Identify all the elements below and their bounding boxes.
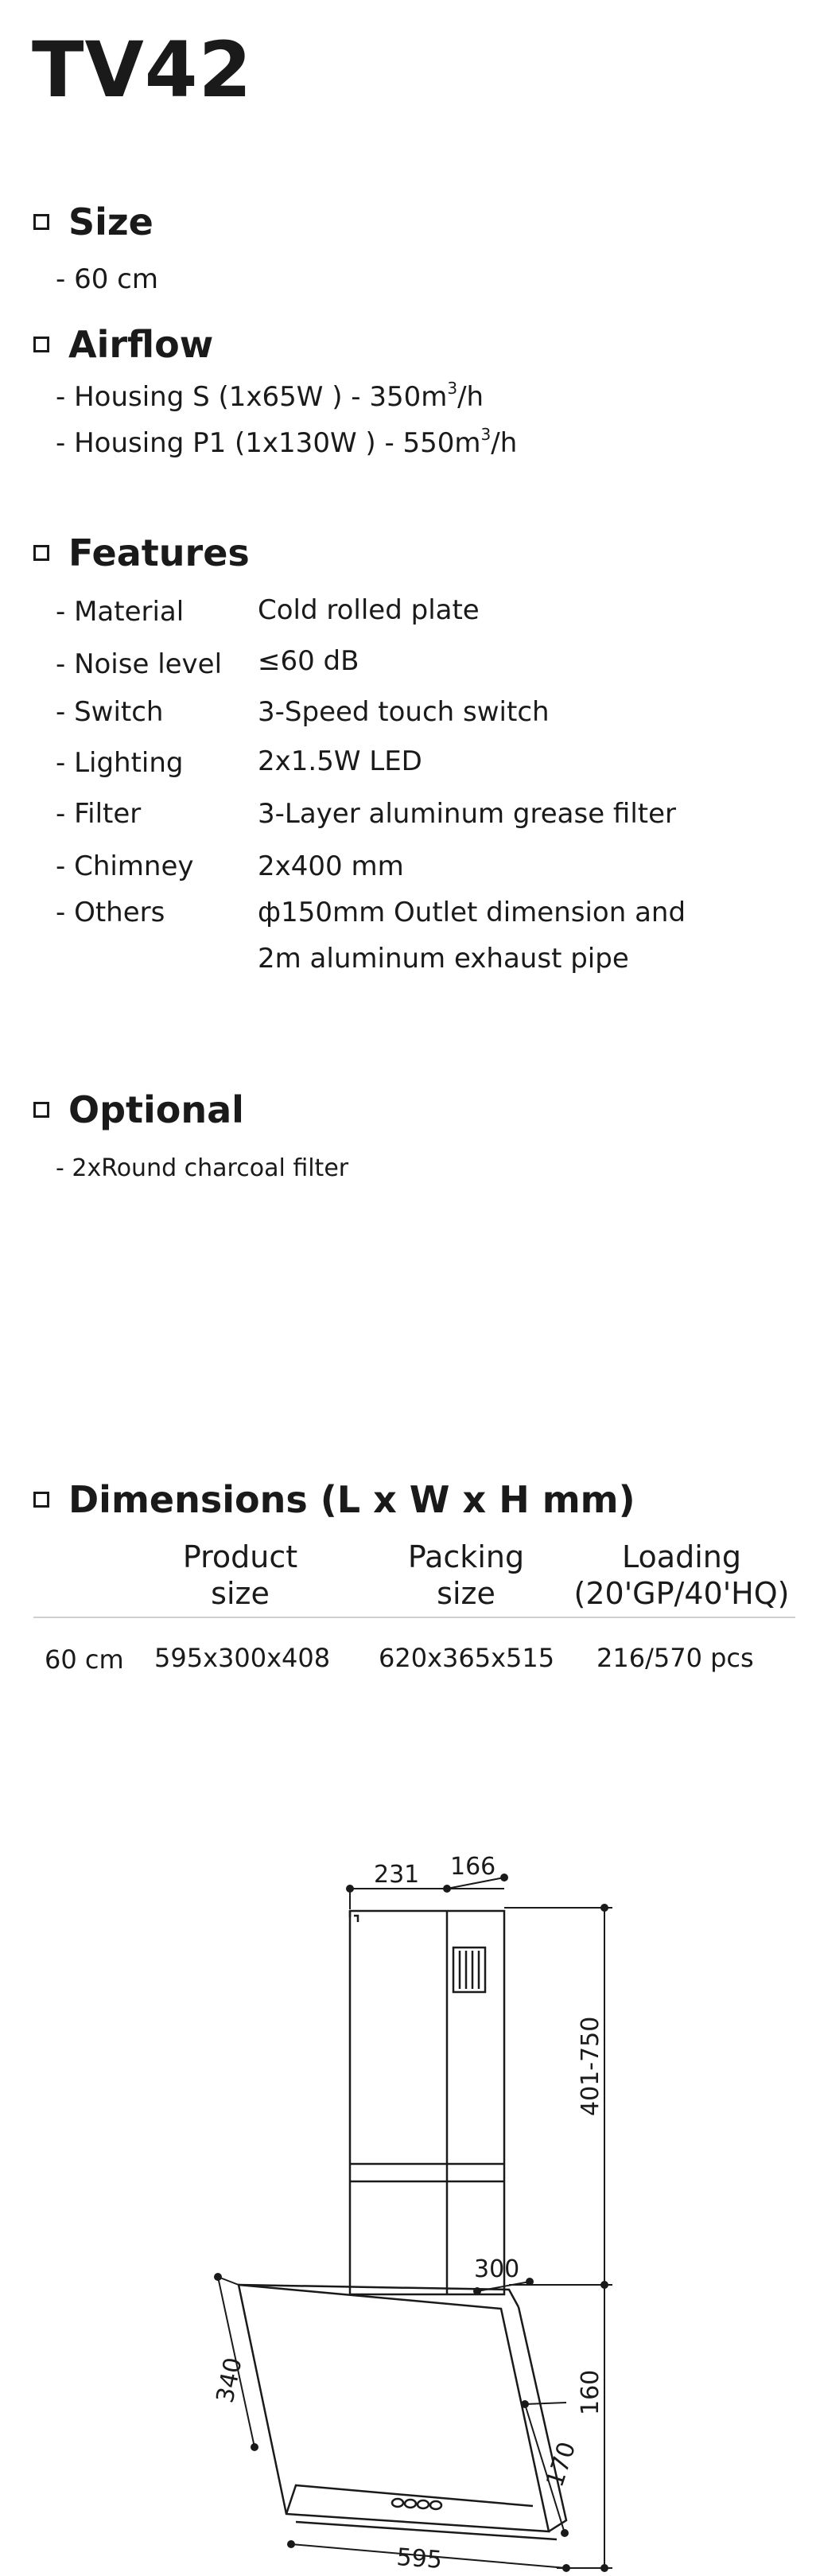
feature-label: - Switch bbox=[56, 696, 164, 728]
table-cell-size: 60 cm bbox=[45, 1644, 124, 1675]
table-header-packing bbox=[394, 1539, 538, 1612]
size-line: - 60 cm bbox=[56, 263, 158, 295]
superscript: 3 bbox=[447, 379, 458, 398]
chimney-outline bbox=[350, 1911, 504, 2294]
dim-label-hood-depth: 300 bbox=[474, 2255, 520, 2283]
header-line: Packing bbox=[407, 1539, 525, 1574]
airflow-text: - Housing S (1x65W ) - 350m bbox=[56, 381, 448, 413]
checkbox-square-icon bbox=[33, 545, 49, 561]
optional-line: - 2xRound charcoal filter bbox=[56, 1154, 349, 1182]
checkbox-square-icon bbox=[33, 1102, 49, 1118]
dim-label-chimney-height: 401-750 bbox=[577, 2016, 604, 2116]
section-features-header bbox=[33, 531, 250, 574]
table-header-loading bbox=[566, 1539, 797, 1612]
bracket-mark bbox=[350, 1911, 358, 1922]
dim-label-width: 595 bbox=[395, 2543, 444, 2574]
control-buttons-icon bbox=[392, 2499, 441, 2509]
dim-label-top-depth: 166 bbox=[450, 1854, 496, 1881]
section-title: Dimensions (L x W x H mm) bbox=[68, 1478, 635, 1521]
vent-grille-icon bbox=[453, 1948, 485, 1992]
section-title: Airflow bbox=[68, 323, 214, 366]
checkbox-square-icon bbox=[33, 214, 49, 230]
header-line: Loading bbox=[622, 1539, 741, 1574]
product-model-title: TV42 bbox=[32, 25, 253, 115]
header-line: Product bbox=[182, 1539, 298, 1574]
header-line: (20'GP/40'HQ) bbox=[573, 1576, 790, 1611]
feature-value: 2x1.5W LED bbox=[258, 745, 422, 777]
feature-label: - Material bbox=[56, 596, 185, 628]
airflow-line-1 bbox=[56, 379, 484, 413]
dim-label-panel-length: 340 bbox=[211, 2355, 248, 2406]
feature-label: - Filter bbox=[56, 798, 142, 830]
feature-label: - Chimney bbox=[56, 850, 194, 882]
header-line: size bbox=[211, 1576, 270, 1611]
dim-label-hood-height: 160 bbox=[577, 2369, 604, 2415]
feature-value: ф150mm Outlet dimension and bbox=[258, 897, 686, 928]
table-divider bbox=[33, 1617, 795, 1618]
checkbox-square-icon bbox=[33, 337, 49, 352]
airflow-unit: /h bbox=[457, 381, 484, 413]
section-title: Optional bbox=[68, 1088, 244, 1131]
feature-value: ≤60 dB bbox=[258, 645, 359, 677]
feature-label: - Noise level bbox=[56, 648, 223, 680]
hood-dimension-drawing bbox=[0, 1854, 816, 2576]
dim-label-lower-height: 170 bbox=[541, 2438, 582, 2491]
feature-value: 2x400 mm bbox=[258, 850, 404, 882]
feature-label: - Others bbox=[56, 897, 165, 928]
table-cell-packing: 620x365x515 bbox=[379, 1643, 555, 1673]
section-size-header bbox=[33, 200, 153, 243]
feature-value: 3-Layer aluminum grease filter bbox=[258, 798, 677, 830]
section-airflow-header bbox=[33, 323, 214, 366]
superscript: 3 bbox=[480, 425, 492, 444]
airflow-line-2 bbox=[56, 425, 518, 459]
section-optional-header bbox=[33, 1088, 244, 1131]
section-title: Size bbox=[68, 200, 153, 243]
feature-value: Cold rolled plate bbox=[258, 594, 480, 626]
hood-base bbox=[296, 2522, 557, 2539]
table-cell-product: 595x300x408 bbox=[154, 1643, 331, 1673]
table-cell-loading: 216/570 pcs bbox=[596, 1643, 754, 1673]
table-header-product bbox=[169, 1539, 312, 1612]
airflow-text: - Housing P1 (1x130W ) - 550m bbox=[56, 427, 481, 459]
header-line: size bbox=[437, 1576, 495, 1611]
section-dimensions-header bbox=[33, 1478, 635, 1521]
airflow-unit: /h bbox=[491, 427, 518, 459]
feature-value-continued: 2m aluminum exhaust pipe bbox=[258, 943, 629, 975]
feature-label: - Lighting bbox=[56, 747, 184, 779]
checkbox-square-icon bbox=[33, 1492, 49, 1508]
feature-value: 3-Speed touch switch bbox=[258, 696, 550, 728]
dim-label-top-width: 231 bbox=[374, 1861, 420, 1889]
section-title: Features bbox=[68, 531, 250, 574]
